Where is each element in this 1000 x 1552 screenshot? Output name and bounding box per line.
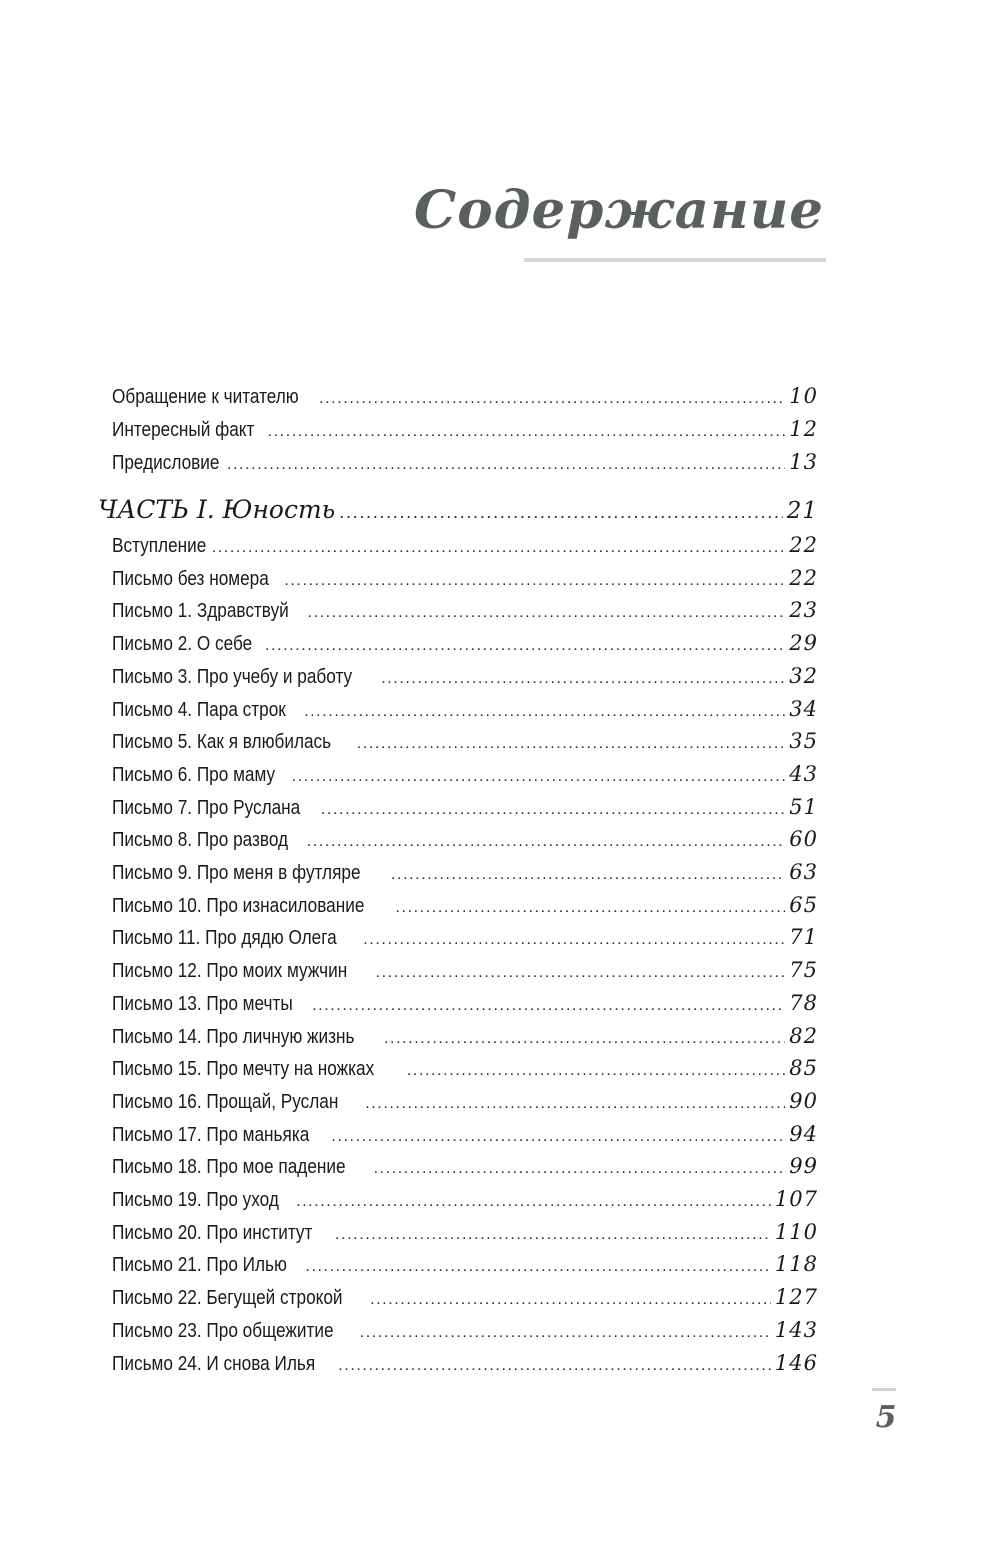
toc-entry-label: Письмо без номера	[112, 567, 269, 590]
toc-entry-label: Письмо 15. Про мечту на ножках	[112, 1058, 375, 1081]
toc-entry[interactable]	[112, 1021, 818, 1051]
leader-dots	[268, 417, 786, 447]
leader-dots	[363, 925, 785, 955]
toc-entry-front-matter[interactable]	[112, 381, 818, 411]
leader-dots	[381, 664, 785, 694]
toc-entry-label: Интересный факт	[112, 419, 255, 441]
toc-entry[interactable]	[112, 1151, 818, 1181]
toc-part-heading[interactable]	[98, 492, 818, 528]
leader-dots	[308, 598, 786, 628]
leader-dots	[292, 762, 786, 792]
toc-entry-label: Письмо 8. Про развод	[112, 829, 289, 852]
toc-entry-page: 71	[789, 925, 818, 950]
toc-entry[interactable]	[112, 792, 818, 822]
toc-entry-label: Письмо 20. Про институт	[112, 1221, 313, 1244]
toc-entry-page: 32	[789, 663, 818, 688]
toc-entry-label: Письмо 16. Прощай, Руслан	[112, 1090, 339, 1113]
toc-entry[interactable]	[112, 563, 818, 593]
toc-entry-label: Предисловие	[112, 452, 220, 474]
toc-entry-label: Письмо 18. Про мое падение	[112, 1156, 346, 1179]
toc-entry[interactable]	[112, 1217, 818, 1247]
toc-entry-label: Письмо 11. Про дядю Олега	[112, 927, 337, 950]
leader-dots	[339, 495, 782, 531]
leader-dots	[307, 827, 786, 857]
leader-dots	[227, 450, 785, 480]
toc-entry-page: 34	[789, 696, 818, 721]
leader-dots	[265, 631, 785, 661]
leader-dots	[360, 1318, 771, 1348]
toc-entry-label: Письмо 4. Пара строк	[112, 698, 286, 721]
toc-entry-front-matter[interactable]	[112, 414, 818, 444]
toc-entry-page: 82	[789, 1023, 818, 1048]
toc-entry-page: 99	[789, 1154, 818, 1179]
toc-entry-label: Письмо 24. И снова Илья	[112, 1352, 316, 1375]
toc-entry[interactable]	[112, 1053, 818, 1083]
toc-entry[interactable]	[112, 1315, 818, 1345]
toc-entry-label: Письмо 2. О себе	[112, 633, 253, 656]
toc-entry[interactable]	[112, 595, 818, 625]
leader-dots	[384, 1024, 785, 1054]
toc-entry-label: Письмо 14. Про личную жизнь	[112, 1025, 355, 1048]
toc-entry[interactable]	[112, 661, 818, 691]
leader-dots	[212, 533, 786, 563]
toc-entry-page: 35	[789, 729, 818, 754]
toc-entry-page: 146	[774, 1350, 818, 1375]
toc-entry-page: 23	[789, 598, 818, 623]
toc-entry[interactable]	[112, 1348, 818, 1378]
leader-dots	[331, 1122, 785, 1152]
toc-entry-page: 60	[789, 827, 818, 852]
toc-entry-label: Письмо 22. Бегущей строкой	[112, 1287, 343, 1310]
toc-entry-page: 43	[789, 761, 818, 786]
toc-entry-label: Письмо 21. Про Илью	[112, 1254, 287, 1277]
toc-entry-page: 118	[774, 1252, 818, 1277]
toc-entry-page: 90	[789, 1088, 818, 1113]
toc-entry-label: Вступление	[112, 535, 207, 557]
toc-entry-label: Обращение к читателю	[112, 386, 299, 408]
toc-entry-page: 65	[789, 892, 818, 917]
toc-entry-page: 13	[789, 450, 818, 474]
leader-dots	[407, 1056, 785, 1086]
toc-entry-label: Письмо 6. Про маму	[112, 763, 276, 786]
toc-part-label: ЧАСТЬ I. Юность	[98, 495, 336, 524]
toc-entry[interactable]	[112, 955, 818, 985]
toc-entry-page: 94	[789, 1121, 818, 1146]
toc-entry[interactable]	[112, 1086, 818, 1116]
toc-entry[interactable]	[112, 857, 818, 887]
toc-entry[interactable]	[112, 890, 818, 920]
toc-entry-front-matter[interactable]	[112, 447, 818, 477]
toc-entry-label: Письмо 9. Про меня в футляре	[112, 862, 361, 884]
toc-entry[interactable]	[112, 759, 818, 789]
toc-entry-label: Письмо 5. Как я влюбилась	[112, 731, 332, 754]
leader-dots	[319, 384, 785, 414]
toc-entry-label: Письмо 13. Про мечты	[112, 992, 293, 1015]
page-number-rule	[872, 1388, 896, 1391]
toc-entry-page: 85	[789, 1056, 818, 1081]
leader-dots	[365, 1089, 785, 1119]
toc-entry[interactable]	[112, 824, 818, 854]
toc-entry-page: 143	[774, 1317, 818, 1342]
toc-entry-label: Письмо 1. Здравствуй	[112, 600, 289, 623]
toc-entry-label: Письмо 17. Про маньяка	[112, 1123, 310, 1146]
toc-entry-page: 22	[789, 533, 818, 557]
leader-dots	[312, 991, 785, 1021]
leader-dots	[304, 697, 785, 727]
toc-entry-page: 10	[789, 384, 818, 408]
toc-entry[interactable]	[112, 726, 818, 756]
toc-entry[interactable]	[112, 530, 818, 560]
toc-entry-page: 127	[774, 1285, 818, 1310]
toc-entry[interactable]	[112, 1249, 818, 1279]
leader-dots	[374, 1154, 786, 1184]
leader-dots	[284, 566, 785, 596]
leader-dots	[338, 1351, 771, 1381]
page-number: 5	[875, 1400, 897, 1435]
leader-dots	[396, 893, 786, 923]
toc-entry-page: 110	[774, 1219, 818, 1244]
toc-entry-label: Письмо 23. Про общежитие	[112, 1319, 334, 1342]
leader-dots	[335, 1220, 771, 1250]
leader-dots	[391, 860, 785, 890]
toc-entry[interactable]	[112, 1282, 818, 1312]
toc-entry[interactable]	[112, 1119, 818, 1149]
toc-entry[interactable]	[112, 988, 818, 1018]
toc-entry-page: 12	[789, 417, 818, 441]
toc-entry-page: 75	[789, 958, 818, 983]
toc-entry[interactable]	[112, 1184, 818, 1214]
toc-entry-page: 51	[789, 794, 818, 819]
toc-entry-label: Письмо 12. Про моих мужчин	[112, 960, 348, 983]
toc-entry-page: 22	[789, 565, 818, 590]
leader-dots	[357, 729, 785, 759]
toc-entry-label: Письмо 10. Про изнасилование	[112, 894, 365, 917]
leader-dots	[321, 795, 785, 825]
leader-dots	[376, 958, 786, 988]
toc-part-page: 21	[786, 498, 818, 524]
toc-entry[interactable]	[112, 694, 818, 724]
toc-entry-label: Письмо 19. Про уход	[112, 1189, 279, 1211]
toc-entry-page: 78	[789, 990, 818, 1015]
leader-dots	[370, 1285, 771, 1315]
toc-entry[interactable]	[112, 922, 818, 952]
leader-dots	[296, 1187, 771, 1217]
toc-entry[interactable]	[112, 628, 818, 658]
leader-dots	[305, 1252, 771, 1282]
toc-entry-page: 63	[789, 860, 818, 884]
page-title: Содержание	[413, 180, 824, 241]
toc-entry-page: 107	[774, 1187, 818, 1211]
toc-entry-page: 29	[789, 631, 818, 656]
toc-entry-label: Письмо 3. Про учебу и работу	[112, 665, 353, 688]
toc-entry-label: Письмо 7. Про Руслана	[112, 796, 301, 819]
